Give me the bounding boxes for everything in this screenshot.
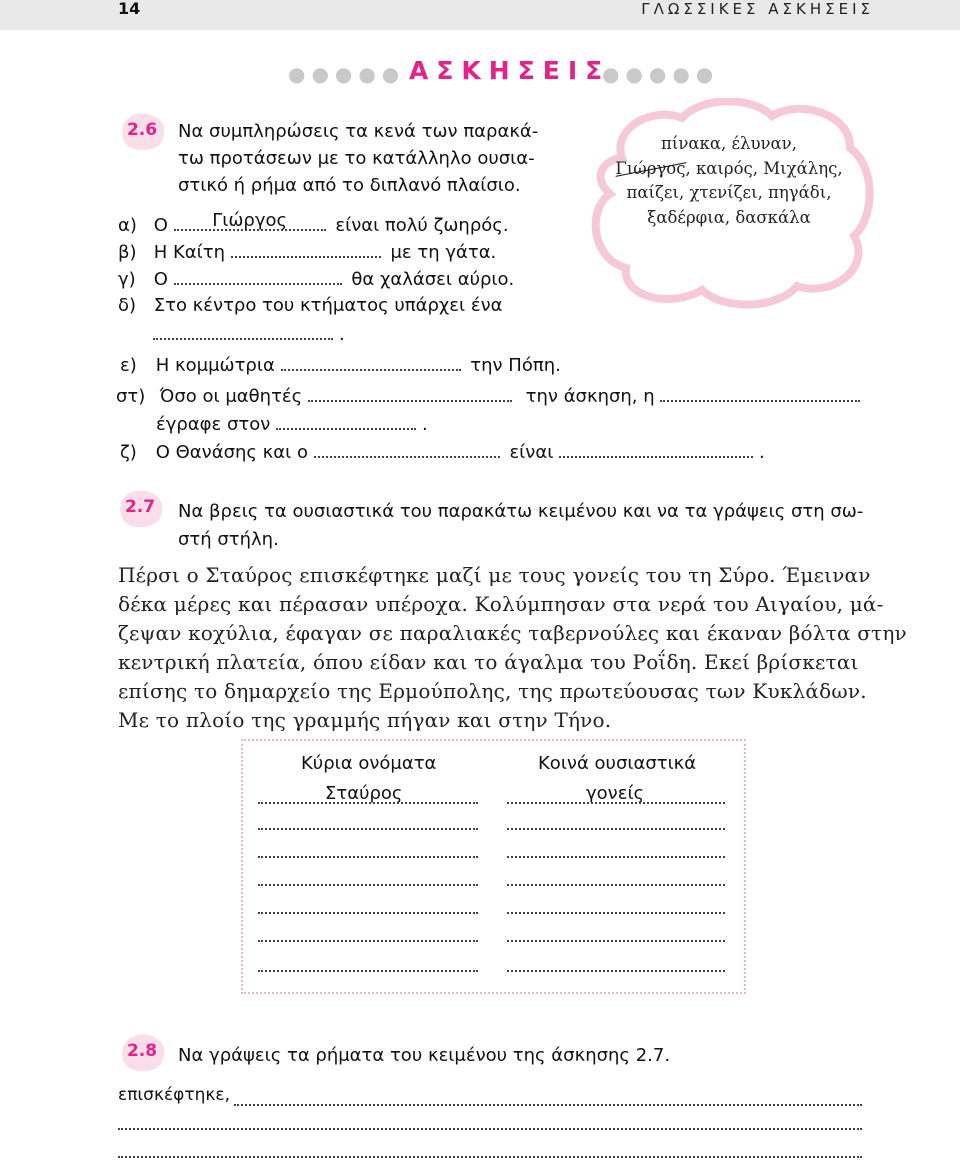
answer-blank[interactable]: [153, 322, 333, 340]
answer-blank[interactable]: [174, 210, 326, 231]
instruction-2-6-line-2: τω προτάσεων με το κατάλληλο ουσια-: [178, 148, 535, 169]
word-box-line-3: παίζει, χτενίζει, πηγάδι,: [626, 183, 832, 202]
item-label: ζ): [120, 442, 137, 463]
item-text: Ο: [153, 215, 168, 236]
word-box-line-2: [598, 157, 860, 182]
instruction-2-7-line-2: στή στήλη.: [178, 529, 279, 550]
reading-text-line: κεντρική πλατεία, όπου είδαν και το άγαλμα του Ροΐδη. Εκεί βρίσκεται: [118, 650, 859, 674]
item-text: Στο κέντρο του κτήματος υπάρχει ένα: [153, 295, 503, 316]
decorative-dots-left: ●●●●●: [288, 62, 406, 86]
answer-line[interactable]: [118, 1156, 862, 1158]
answer-line[interactable]: [258, 828, 478, 830]
item-text: θα χαλάσει αύριο.: [351, 269, 515, 290]
item-text: είναι πολύ ζωηρός.: [335, 215, 509, 236]
answer-line[interactable]: [507, 940, 725, 942]
item-text: .: [422, 414, 428, 435]
reading-text-line: ζεψαν κοχύλια, έφαγαν σε παραλιακές ταβερνούλες και έκαναν βόλτα στην: [118, 621, 907, 645]
column-header-proper-nouns: Κύρια ονόματα: [301, 753, 437, 774]
proper-noun-example: Σταύρος: [325, 783, 403, 804]
answer-blank[interactable]: [174, 267, 342, 285]
answer-line[interactable]: [507, 884, 725, 886]
instruction-2-6-line-1: Να συμπληρώσεις τα κενά των παρακά-: [178, 121, 539, 142]
item-text: είναι: [509, 442, 554, 463]
answer-blank[interactable]: [559, 440, 753, 458]
answer-blank[interactable]: [231, 240, 381, 258]
item-st: [116, 384, 860, 408]
word-box-line-4: ξαδέρφια, δασκάλα: [647, 207, 811, 227]
answer-line[interactable]: [507, 802, 725, 804]
answer-line[interactable]: [507, 856, 725, 858]
item-text: Η Καίτη: [153, 242, 225, 263]
answer-blank[interactable]: [276, 412, 416, 430]
item-text: έγραφε στον: [156, 414, 271, 435]
answer-line[interactable]: [258, 884, 478, 886]
reading-text-line: δέκα μέρες και πέρασαν υπέροχα. Κολύμπησαν στα νερά του Αιγαίου, μά-: [118, 592, 884, 616]
item-text: την Πόπη.: [470, 355, 561, 376]
exercise-badge-2-7: 2.7: [118, 490, 164, 528]
instruction-2-8: Να γράψεις τα ρήματα του κειμένου της άσκησης 2.7.: [178, 1045, 671, 1066]
exercise-badge-2-6: 2.6: [120, 113, 166, 151]
running-title: ΓΛΩΣΣΙΚΕΣ ΑΣΚΗΣΕΙΣ: [641, 0, 874, 18]
item-label: δ): [118, 295, 137, 316]
item-label: α): [118, 215, 137, 236]
answer-line[interactable]: [258, 856, 478, 858]
reading-text-line: επίσης το δημαρχείο της Ερμούπολης, της πρωτεύουσας των Κυκλάδων.: [118, 679, 867, 703]
answer-line[interactable]: [507, 828, 725, 830]
answer-blank[interactable]: [308, 384, 512, 402]
column-header-common-nouns: Κοινά ουσιαστικά: [538, 753, 697, 774]
item-text: Ο Θανάσης και ο: [155, 442, 308, 463]
item-text: με τη γάτα.: [390, 242, 497, 263]
answer-line[interactable]: [507, 912, 725, 914]
item-text: Όσο οι μαθητές: [159, 386, 303, 407]
item-label: γ): [118, 269, 136, 290]
item-a: [118, 210, 509, 237]
answer-blank[interactable]: [281, 353, 461, 371]
item-c: [118, 267, 514, 291]
item-label: ε): [120, 355, 137, 376]
answer-line[interactable]: [258, 802, 478, 804]
item-b: [118, 240, 496, 264]
item-text: Η κομμώτρια: [155, 355, 275, 376]
answer-line[interactable]: [258, 940, 478, 942]
item-text: .: [339, 324, 345, 345]
item-text: .: [759, 442, 765, 463]
instruction-2-6-line-3: στικό ή ρήμα από το διπλανό πλαίσιο.: [178, 175, 521, 196]
item-e: [120, 353, 561, 377]
crossed-word: Γιώργος: [615, 158, 686, 178]
word-box: [598, 132, 860, 230]
answer-blank[interactable]: [660, 384, 860, 402]
answer-table-frame: [241, 739, 746, 994]
word-box-line-1: πίνακα, έλυναν,: [661, 134, 797, 153]
filled-answer: Γιώργος: [212, 210, 288, 231]
answer-blank[interactable]: [314, 440, 500, 458]
answer-line[interactable]: [258, 912, 478, 914]
reading-text: [118, 561, 907, 735]
item-st-continuation: [156, 412, 428, 436]
item-label: β): [118, 242, 137, 263]
exercise-badge-2-8: 2.8: [120, 1034, 166, 1072]
item-z: [120, 440, 765, 464]
answer-line[interactable]: [507, 970, 725, 972]
word-box-line-2-rest: , καιρός, Μιχάλης,: [685, 158, 843, 178]
section-title: ΑΣΚΗΣΕΙΣ: [409, 56, 611, 85]
item-text: την άσκηση, η: [525, 386, 655, 407]
answer-line[interactable]: [234, 1104, 862, 1106]
answer-line[interactable]: [258, 970, 478, 972]
instruction-2-7-line-1: Να βρεις τα ουσιαστικά του παρακάτω κειμένου και να τα γράψεις στη σω-: [178, 501, 864, 522]
item-d-continuation: [153, 322, 345, 346]
item-text: Ο: [153, 269, 168, 290]
item-d: [118, 295, 503, 317]
verb-example: επισκέφτηκε,: [118, 1085, 230, 1105]
decorative-dots-right: ●●●●●: [602, 62, 720, 86]
reading-text-line: Πέρσι ο Σταύρος επισκέφτηκε μαζί με τους γονείς του τη Σύρο. Έμειναν: [118, 563, 871, 587]
item-label: στ): [116, 386, 146, 407]
page-number: 14: [118, 0, 141, 18]
reading-text-line: Με το πλοίο της γραμμής πήγαν και στην Τήνο.: [118, 708, 612, 732]
answer-line[interactable]: [118, 1128, 862, 1130]
common-noun-example: γονείς: [586, 783, 645, 804]
